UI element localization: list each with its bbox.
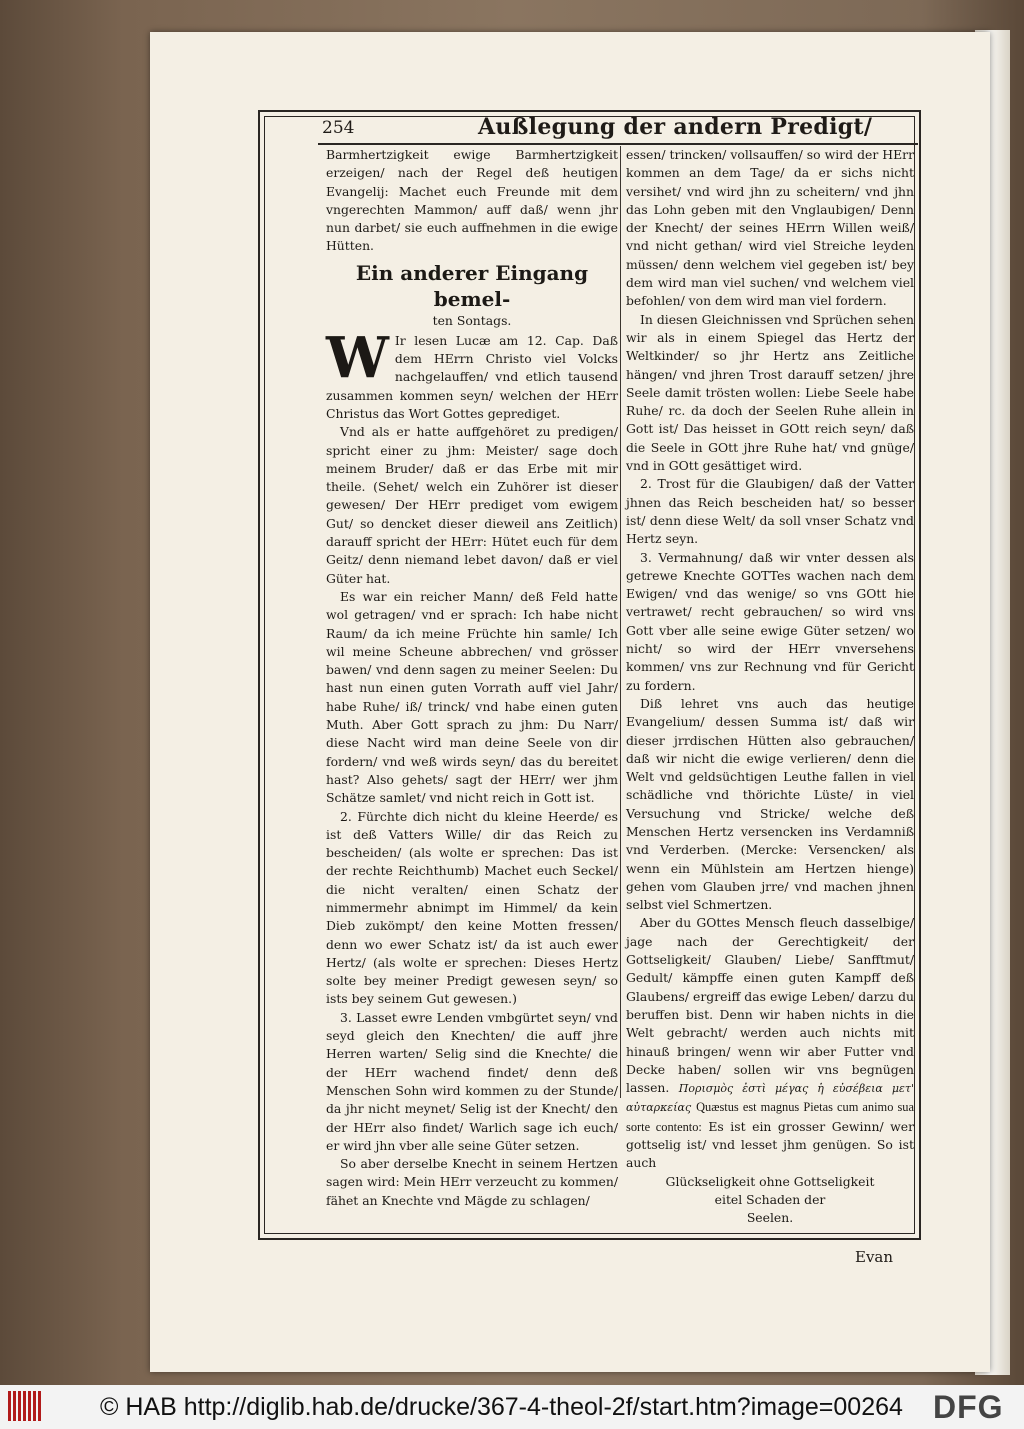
left-para-3: Vnd als er hatte auffgehöret zu predigen/ spricht einer zu jhm: Meister/ sage doch meinem Bruder/ daß er das Erbe mit mir theile. (Sehet/ welch ein Zuhörer ist dieser gewesen/ Der HErr prediget vom ewigem Gut/ so dencket dieser dieweil ans Zeitlich) darauff spricht der HErr: Hütet euch für dem Geitz/ denn niemand lebet davon/ daß er viel Güter hat. <box>326 424 618 586</box>
left-para-7: So aber derselbe Knecht in seinem Hertzen sagen wird: Mein HErr verzeucht zu kommen/ fähet an Knechte vnd Mägde zu schlagen/ <box>326 1156 618 1208</box>
right-para-6 <box>626 914 914 1172</box>
left-para-2 <box>326 324 618 423</box>
hab-barcode-logo-icon <box>8 1391 48 1423</box>
closing-line-3: Seelen. <box>746 1210 794 1226</box>
running-title: Außlegung der andern Predigt/ <box>478 114 873 140</box>
left-para-6: 3. Lasset ewre Lenden vmbgürtet seyn/ vnd seyd gleich den Knechten/ die auff jhre Herren warten/ Selig sind die Knechte/ die der HErr wachend findet/ denn deß Menschen Sohn wird kommen zu der Stunde/ da jhr nicht meynet/ Selig ist der Knecht/ den der HErr also findet/ Warlich sage ich euch/ er wird jhn vber alle seine Güter setzen. <box>326 1009 618 1153</box>
page-number: 254 <box>322 118 355 138</box>
column-divider <box>620 146 621 1098</box>
right-para-1: essen/ trincken/ vollsauffen/ so wird der HErr kommen an dem Tage/ da er sichs nicht versihet/ vnd wird jhn zu scheitern/ vnd jhn das Lohn geben mit den Vnglaubigen/ Denn der Knecht/ der seines HErrn Willen weiß/ vnd nicht gethan/ wird viel Streiche leyden müssen/ denn welchem viel gegeben ist/ bey dem wird man viel suchen/ vnd welchem viel befohlen/ von dem wird man viel fordern. <box>626 147 914 309</box>
right-para-7: Es ist ein grosser Gewinn/ wer gottselig ist/ vnd lesset jhm genügen. So ist auch <box>626 1118 914 1171</box>
greek-quote: Πορισμὸς ἐστὶ μέγας ἡ εὐσέβεια μετ' αὐταρκείας <box>626 1082 914 1115</box>
closing-line-1: Glückseligkeit ohne Gottseligkeit <box>665 1173 875 1189</box>
left-column <box>326 146 618 1210</box>
left-para-5: 2. Fürchte dich nicht du kleine Heerde/ es ist deß Vatters Wille/ dir das Reich zu bescheiden/ (als wolte er sprechen: Das ist der rechte Reichthumb) Machet euch Seckel/ die nicht veralten/ einen Schatz der nimmermehr abnimpt im Himmel/ da kein Dieb zukömpt/ den keine Motten fressen/ denn wo ewer Schatz ist/ da ist auch ewer Hertz/ (als wolte er sprechen: Dieses Hertz solte bey meiner Predigt gewesen seyn/ so ists bey seinem Gut gewesen.) <box>326 808 618 1007</box>
viewer-footer <box>0 1385 1024 1429</box>
left-para-2-text: Ir lesen Lucæ am 12. Cap. Daß dem HErrn Christo viel Volcks nachgelauffen/ vnd etlich tausend zusammen kommen seyn/ welchen der HErr Christus das Wort Gottes geprediget. <box>326 332 618 421</box>
right-para-5: Diß lehret vns auch das heutige Evangelium/ dessen Summa ist/ daß wir dieser jrrdischen Hütten also gebrauchen/ daß wir nicht die ewige verlieren/ denn die Welt vnd geldsüchtigen Leuthe fallen in viel schädliche vnd thörichte Lüste/ in viel Versuchung vnd Stricke/ welche deß Menschen Hertz versencken ins Verdamniß vnd Verderben. (Mercke: Versencken/ als wenn ein Mühlstein am Hertzen hienge) gehen vom Glauben jrre/ vnd machen jhnen selbst viel Schmertzen. <box>626 695 914 913</box>
left-para-4: Es war ein reicher Mann/ deß Feld hatte wol getragen/ vnd er sprach: Ich habe nicht Raum/ da ich meine Früchte hin samle/ Ich wil meine Scheune abbrechen/ vnd grösser bawen/ vnd denn sagen zu meiner Seelen: Du hast nun einen guten Vorrath auff viel Jahr/ habe Ruhe/ iß/ trinck/ vnd habe einen guten Muth. Aber Gott sprach zu jhm: Du Narr/ diese Nacht wird man deine Seele von dir fordern/ vnd weß wirds seyn/ das du bereitet hast? Also gehets/ sagt der HErr/ wer jhm Schätze samlet/ vnd nicht reich in Gott ist. <box>326 588 618 806</box>
right-para-6-text: Aber du GOttes Mensch fleuch dasselbige/ jage nach der Gerechtigkeit/ der Gottseligkeit/ Glauben/ Liebe/ Sanfftmut/ Gedult/ kämpffe einen guten Kampff deß Glaubens/ ergreiff das ewige Leben/ darzu du beruffen bist. Denn wir haben nichts in die Welt gebracht/ werden auch nichts mit hinauß bringen/ wenn wir aber Futter vnd Decke haben/ sollen wir vns begnügen lassen. <box>626 915 914 1096</box>
right-para-4: 3. Vermahnung/ daß wir vnter dessen als getrewe Knechte GOTTes wachen nach dem Ewigen/ vnd das wenige/ so vns GOtt hie vertrawet/ recht gebrauchen/ so wird vns Gott vber alle seine ewige Güter setzen/ wo nicht/ so wird der HErr vnversehens kommen/ vns zur Rechnung vnd für Gericht zu fordern. <box>626 549 914 693</box>
latin-quote: Quæstus est magnus Pietas cum animo sua sorte contento: <box>626 1100 914 1134</box>
catchword: Evan <box>855 1248 894 1266</box>
closing-line-2: eitel Schaden der <box>714 1191 826 1207</box>
header-rule <box>318 143 918 145</box>
right-column <box>626 146 914 1228</box>
drop-capital: W <box>326 324 389 391</box>
section-subtitle: ten Sontags. <box>432 312 512 328</box>
dfg-logo: DFG <box>933 1389 1004 1425</box>
right-para-3: 2. Trost für die Glaubigen/ daß der Vatter jhnen das Reich bescheiden hat/ so besser ist/ denn diese Welt/ da soll vnser Schatz vnd Hertz seyn. <box>626 476 914 547</box>
right-para-2: In diesen Gleichnissen vnd Sprüchen sehen wir als in einem Spiegel das Hertz der Weltkinder/ so jhr Hertz ans Zeitliche hängen/ vnd jhren Trost darauff setzen/ jhre Seele damit trösten wollen: Liebe Seele habe Ruhe/ rc. da doch der Seelen Ruhe allein in Gott ist/ Das heisset in GOtt reich seyn/ daß die Seele in GOtt jhre Ruhe hat/ vnd gnüge/ vnd in GOtt gesättiget wird. <box>626 311 914 474</box>
section-title: Ein anderer Eingang bemel- <box>355 260 589 311</box>
left-para-1: Barmhertzigkeit ewige Barmhertzigkeit erzeigen/ nach der Regel deß heutigen Evangelij: Machet euch Freunde mit dem vngerechten Mammon/ auff daß/ wenn jhr nun darbet/ sie euch auffnehmen in die ewige Hütten. <box>326 147 618 254</box>
source-link[interactable]: © HAB http://diglib.hab.de/drucke/367-4-theol-2f/start.htm?image=00264 <box>100 1393 903 1421</box>
